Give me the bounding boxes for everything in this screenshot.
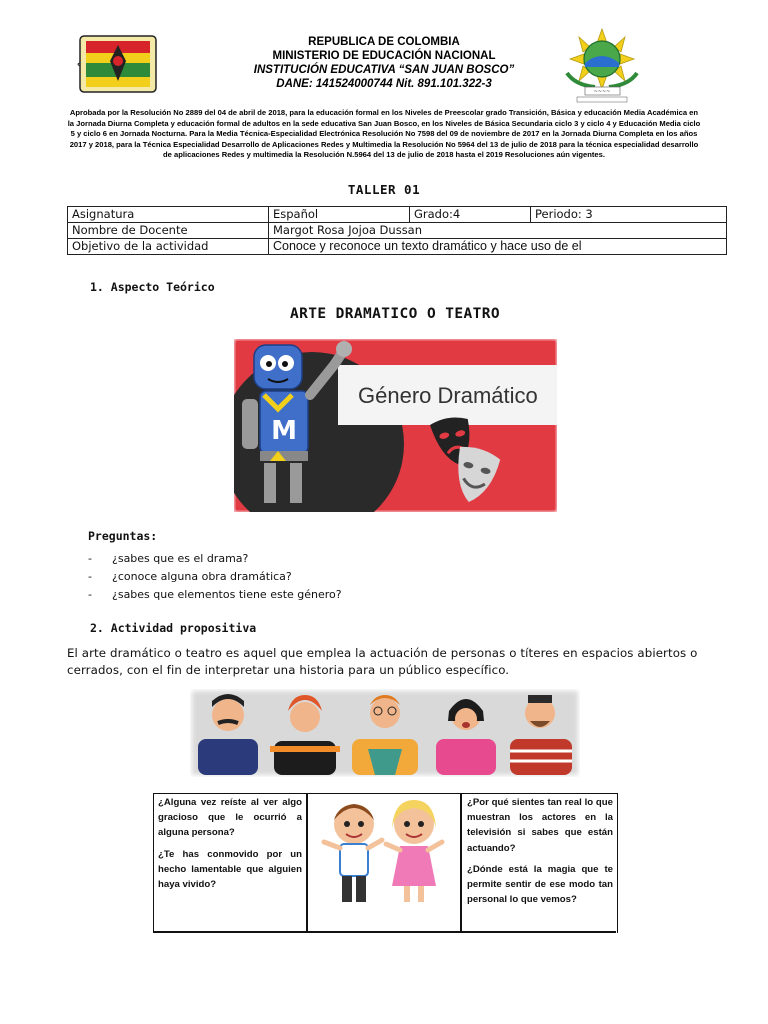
header-dane: DANE: 141524000744 Nit. 891.101.322-3 [276,78,492,90]
header-institution: INSTITUCIÓN EDUCATIVA “SAN JUAN BOSCO” [253,64,515,76]
section-actividad-propositiva: 2. Actividad propositiva [90,621,257,635]
pregunta-text: ¿sabes que elementos tiene este género? [112,588,342,601]
table-divider-right [460,794,462,933]
right-question-2: ¿Dónde está la magia que te permite sentir de ese modo tan personal lo que vemos? [467,863,613,906]
intro-paragraph: El arte dramático o teatro es aquel que emplea la actuación de personas o títeres en espacios abiertos o cerrados, con el fin de interpretar una historia para un público específico. [67,646,698,677]
objetivo-value: Conoce y reconoce un texto dramático y hace uso de el [269,239,727,255]
characters-illustration [190,689,580,777]
section-aspecto-teorico: 1. Aspecto Teórico [90,280,215,294]
robot-letter: M [271,416,297,446]
preguntas-label: Preguntas: [88,529,158,543]
approval-text: Aprobada por la Resolución No 2889 del 04 de abril de 2018, para la educación formal en los Niveles de Preescolar grado Transición, Básica y educación Media Académica en la Jornada Diurna Completa y educación formal de adultos en la sede educativa San Juan Bosco, en los Niveles de Básica Secundaria ciclo 3 y ciclo 4 y Educación Media ciclo 5 y ciclo 6 en Jornada Nocturna. Para la Media Técnica-Especialidad Electrónica Resolución No 7598 del 09 de noviembre de 2017 en la Jornada Diurna Completa en los años 2017 y 2018, para la Técnica Especialidad Desarrollo de Aplicaciones Redes y Multimedia la Resolución No 5964 del 13 de julio de 2018 para la técnica especialidad desarrollo de aplicaciones Redes y multimedia la Resolución N.5964 del 13 de julio de 2018 hasta el 2019 Resoluciones aún vigentes. [67,108,701,160]
header-country: REPUBLICA DE COLOMBIA [308,36,460,48]
table-divider-left [306,794,308,933]
banner-text: Género Dramático [358,383,538,408]
taller-title: TALLER 01 [347,182,421,197]
preguntas-list [88,551,342,605]
pregunta-text: ¿conoce alguna obra dramática? [112,570,292,583]
asignatura-value: Español [269,207,410,223]
left-question-1: ¿Alguna vez reíste al ver algo gracioso que le ocurrió a alguna persona? [158,797,302,839]
left-question-2: ¿Te has conmovido por un hecho lamentable que alguien haya vivido? [158,848,302,891]
info-row-objetivo [68,239,727,255]
children-illustration [310,794,458,914]
school-sun-emblem [555,27,650,105]
list-bullet: - [88,588,92,601]
list-bullet: - [88,552,92,565]
list-item [88,587,342,605]
list-item [88,551,342,569]
list-item [88,569,342,587]
list-bullet: - [88,570,92,583]
info-row-docente [68,223,727,239]
left-questions-cell [158,795,302,933]
info-table [67,206,727,255]
svg-text:~~~~: ~~~~ [593,89,611,95]
asignatura-label: Asignatura [68,207,269,223]
table-bottom-border [153,931,616,933]
main-title: ARTE DRAMATICO O TEATRO [290,306,500,322]
periodo-cell: Periodo: 3 [531,207,727,223]
questions-table [153,793,618,933]
docente-label: Nombre de Docente [68,223,269,239]
genero-dramatico-banner [234,339,557,512]
grado-cell: Grado:4 [410,207,531,223]
pregunta-text: ¿sabes que es el drama? [112,552,249,565]
right-question-1: ¿Por qué sientes tan real lo que muestran los actores en la televisión si sabes que están actuando? [467,797,613,854]
info-row-asignatura [68,207,727,223]
right-questions-cell [467,795,613,933]
objetivo-label: Objetivo de la actividad [68,239,269,255]
docente-value: Margot Rosa Jojoa Dussan [269,223,727,239]
header-ministry: MINISTERIO DE EDUCACIÓN NACIONAL [272,50,496,62]
